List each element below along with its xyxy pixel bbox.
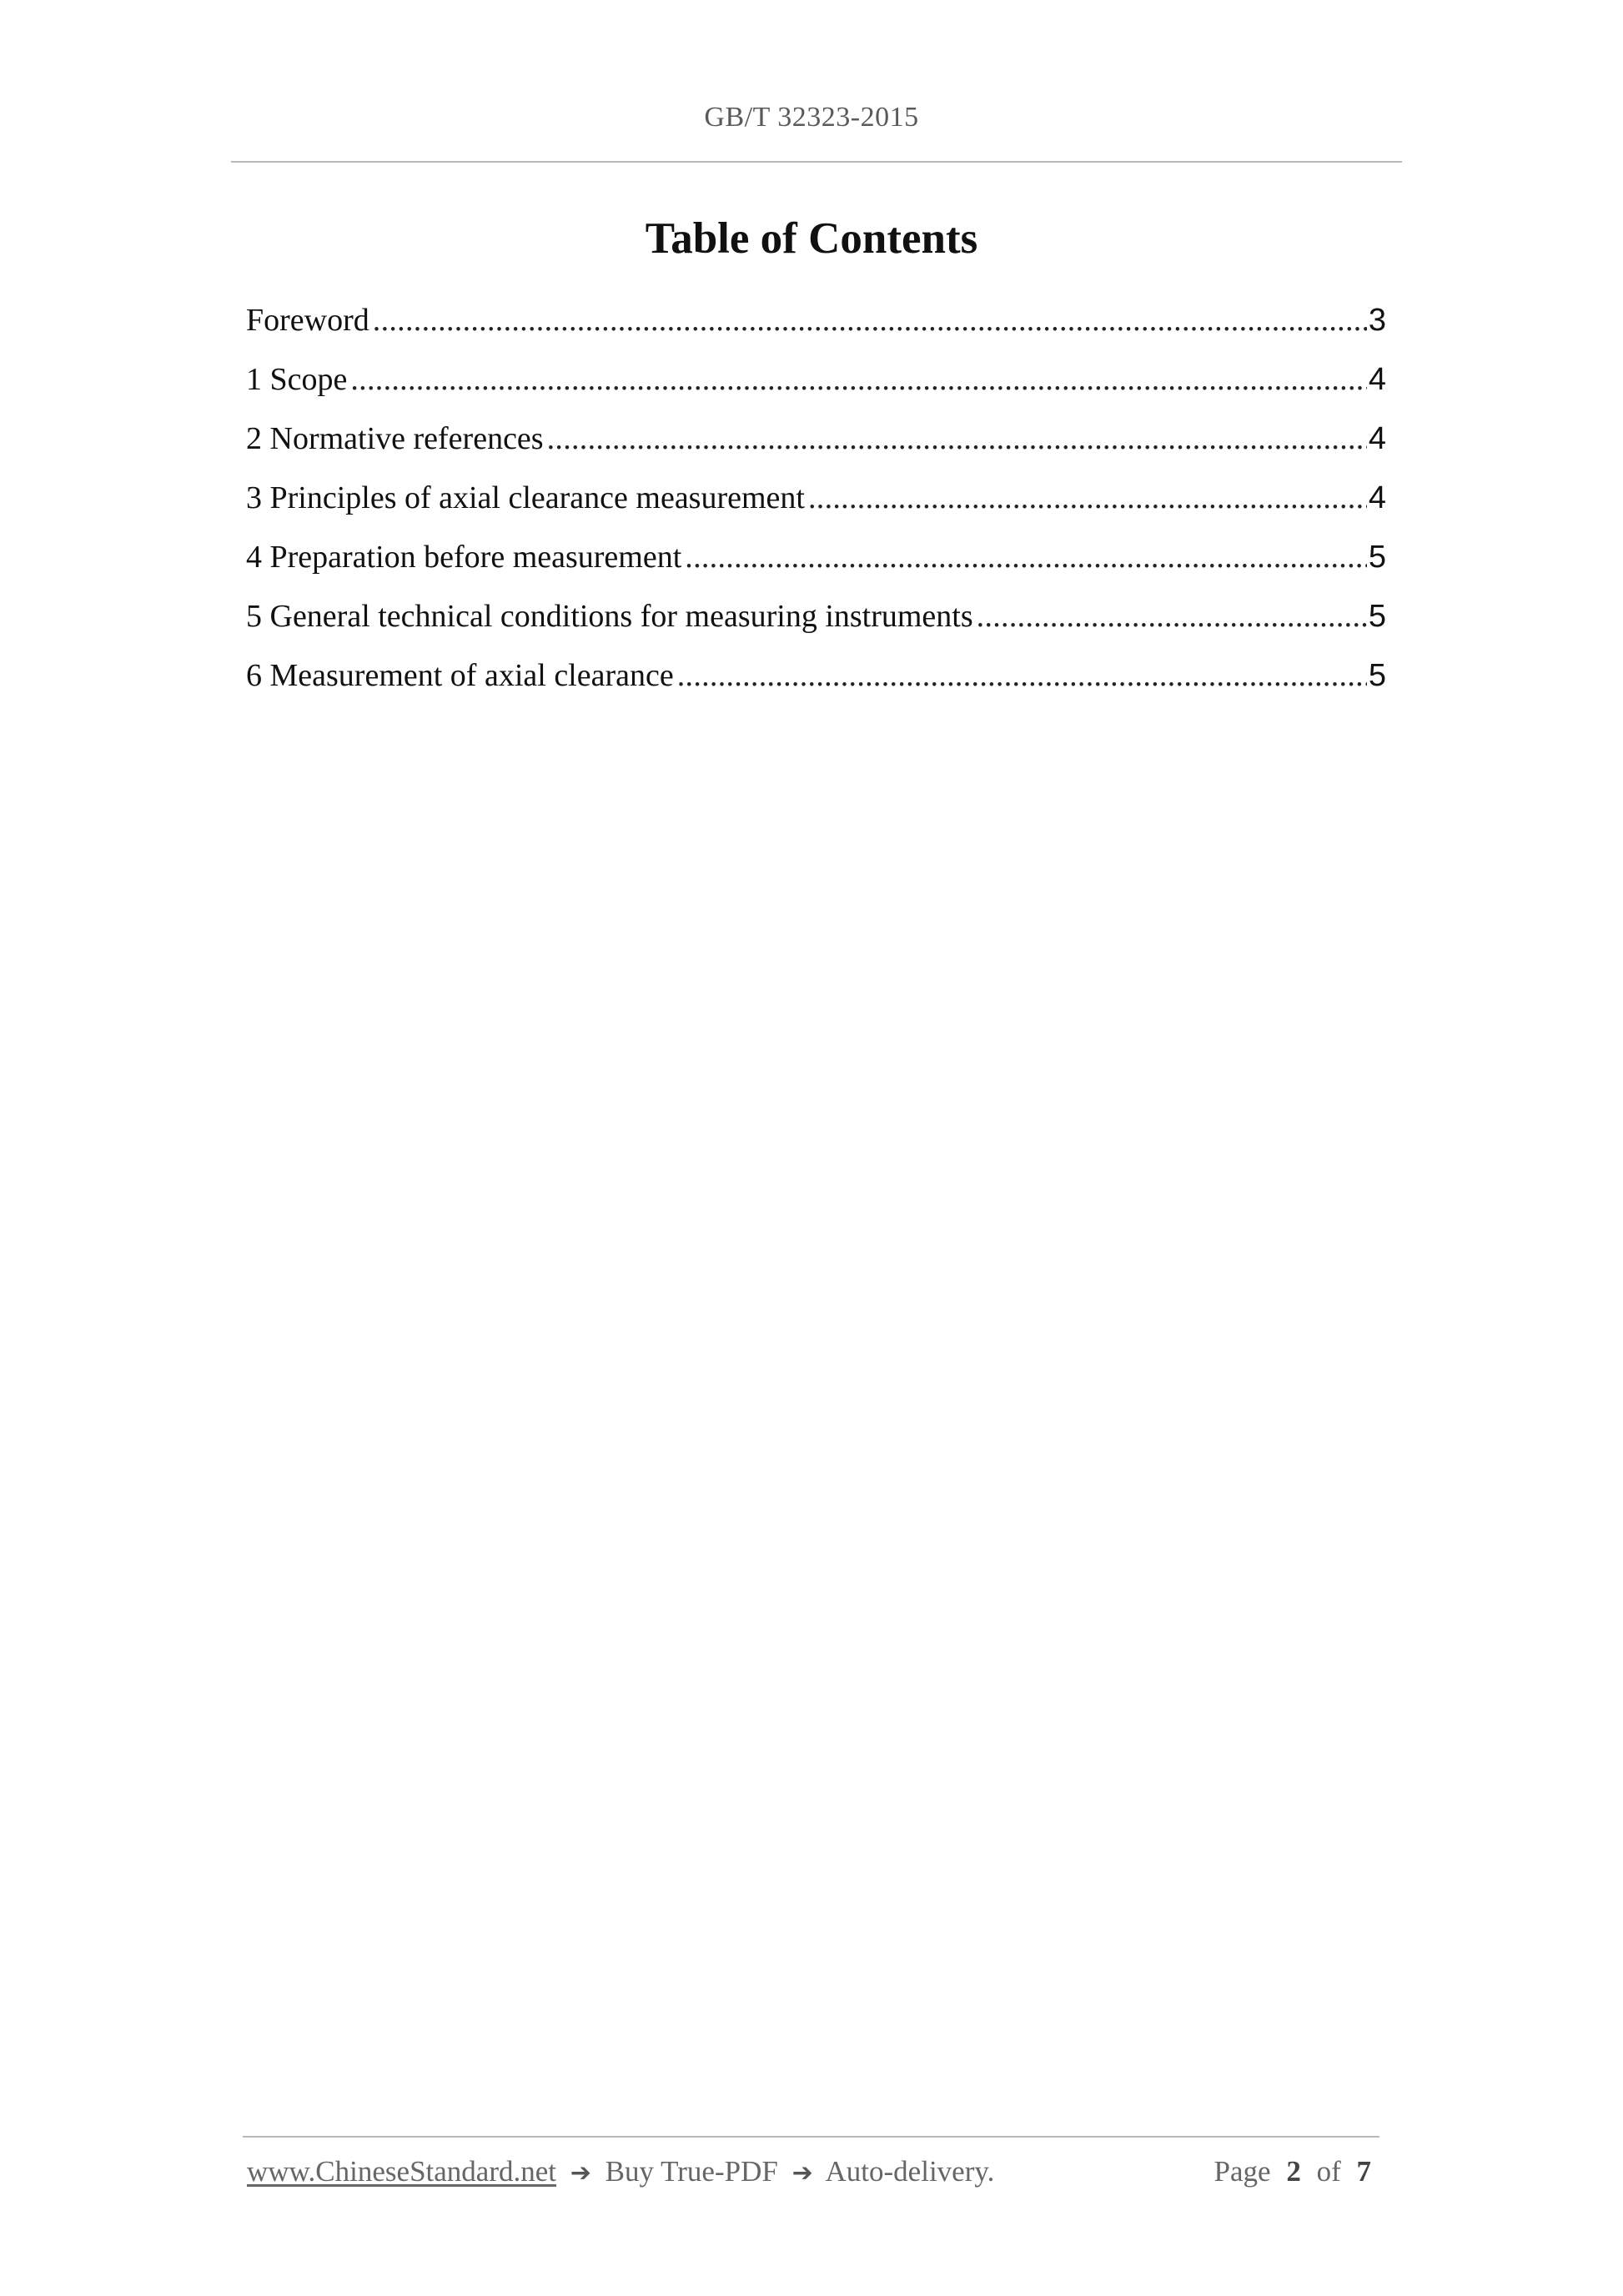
toc-page-number: 4 [1368,421,1386,456]
toc-entry-measurement[interactable] [246,651,1386,711]
toc-page-number: 5 [1368,658,1386,693]
toc-entry-foreword[interactable] [246,296,1386,355]
toc-page-number: 5 [1368,599,1386,634]
toc-page-number: 4 [1368,480,1386,515]
header-divider [231,161,1402,163]
buy-text: Buy True-PDF [605,2155,778,2188]
toc-entry-label: 4 Preparation before measurement [246,540,682,575]
toc-entry-label: 2 Normative references [246,421,544,456]
page-total: 7 [1356,2155,1371,2188]
toc-dot-leader [547,414,1367,463]
toc-entry-label: 3 Principles of axial clearance measurement [246,480,805,515]
toc-entry-label: 6 Measurement of axial clearance [246,658,674,693]
toc-dot-leader [808,474,1367,522]
toc-dot-leader [977,592,1367,641]
page-of: of [1316,2155,1341,2188]
toc-entry-normative-references[interactable] [246,414,1386,474]
toc-dot-leader [677,651,1367,700]
footer-divider [243,2136,1379,2138]
page-footer [247,2155,1379,2205]
toc-dot-leader [685,533,1367,581]
table-of-contents [246,296,1386,711]
toc-entry-label: Foreword [246,303,369,338]
right-arrow-icon: ➔ [570,2158,591,2188]
toc-page-number: 4 [1368,362,1386,397]
page-current: 2 [1286,2155,1301,2188]
footer-promo [247,2155,994,2188]
toc-entry-scope[interactable] [246,355,1386,414]
delivery-text: Auto-delivery. [825,2155,995,2188]
page-title: Table of Contents [645,214,978,263]
toc-dot-leader [350,355,1366,404]
toc-entry-technical-conditions[interactable] [246,592,1386,651]
page-header: GB/T 32323-2015 [704,102,919,133]
toc-page-number: 3 [1368,303,1386,338]
page-label: Page [1213,2155,1271,2188]
toc-entry-label: 5 General technical conditions for measuring instruments [246,599,973,634]
toc-entry-label: 1 Scope [246,362,348,397]
right-arrow-icon: ➔ [791,2158,813,2188]
toc-entry-preparation[interactable] [246,533,1386,592]
site-link[interactable]: www.ChineseStandard.net [247,2155,556,2188]
toc-page-number: 5 [1368,540,1386,575]
page-indicator [1214,2155,1379,2188]
toc-entry-principles[interactable] [246,474,1386,533]
toc-dot-leader [373,296,1367,344]
